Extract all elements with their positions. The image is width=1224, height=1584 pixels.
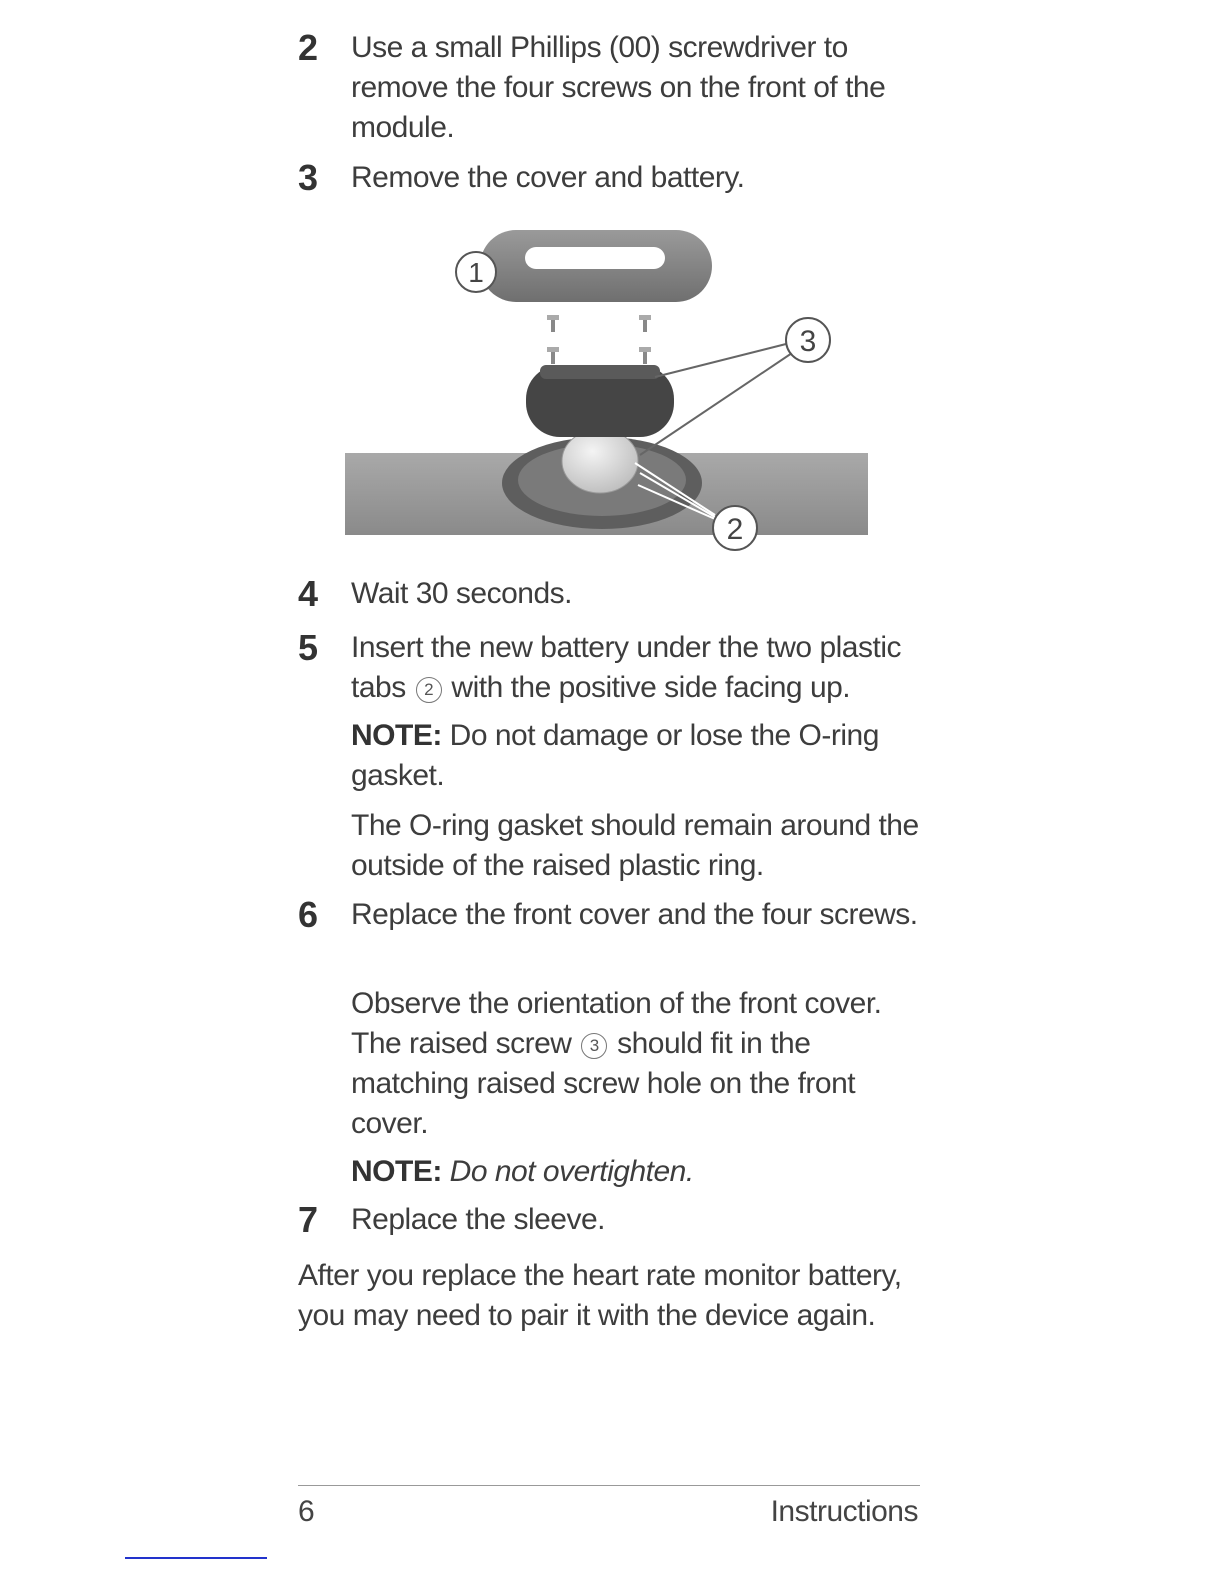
battery-replacement-illustration — [340, 225, 880, 570]
callout-2-label: 2 — [726, 513, 744, 546]
exploded-view-diagram — [340, 225, 880, 570]
callout-3-label: 3 — [799, 325, 817, 358]
step-number: 4 — [298, 573, 319, 614]
step-text-part: with the positive side facing up. — [451, 671, 851, 704]
callout-3-leader — [655, 343, 790, 377]
note-label: NOTE: — [351, 719, 442, 752]
callout-3-inline: 3 — [581, 1033, 607, 1059]
note-text: Do not overtighten. — [449, 1155, 694, 1188]
callout-1-label: 1 — [468, 257, 484, 288]
step-text-part: Insert the new battery under the two plastic tabs — [351, 631, 901, 704]
screw — [547, 315, 559, 332]
page-number: 6 — [298, 1495, 315, 1528]
step-number: 2 — [298, 27, 319, 68]
step-6-note — [351, 1152, 931, 1192]
step-number: 5 — [298, 627, 319, 668]
step-number: 3 — [298, 157, 319, 198]
step-text: Remove the cover and battery. — [351, 161, 745, 194]
paragraph-part: Observe the orientation of the front cover. The raised screw — [351, 987, 882, 1060]
scan-artifact-line — [125, 1557, 267, 1559]
inner-module-top — [540, 365, 660, 379]
step-5-paragraph: The O-ring gasket should remain around the outside of the raised plastic ring. — [351, 809, 919, 882]
step-text: Replace the front cover and the four screws. — [351, 898, 918, 931]
closing-paragraph: After you replace the heart rate monitor battery, you may need to pair it with the device again. — [298, 1259, 902, 1332]
step-6-paragraph — [351, 984, 931, 1144]
coin-battery — [562, 429, 638, 493]
screw — [547, 347, 559, 364]
screw — [639, 347, 651, 364]
note-label: NOTE: — [351, 1155, 442, 1188]
step-text: Wait 30 seconds. — [351, 577, 572, 610]
step-text: Replace the sleeve. — [351, 1203, 605, 1236]
callout-2-inline: 2 — [416, 677, 442, 703]
footer-divider — [298, 1485, 920, 1486]
step-number: 6 — [298, 894, 319, 935]
screw — [639, 315, 651, 332]
footer-section-title: Instructions — [770, 1495, 918, 1528]
step-5-note — [351, 716, 931, 796]
front-cover-opening — [525, 247, 665, 269]
step-text: Use a small Phillips (00) screwdriver to remove the four screws on the front of the module. — [351, 31, 886, 144]
step-text — [351, 628, 931, 708]
note-text: Do not damage or lose the O-ring gasket. — [351, 719, 879, 792]
step-number: 7 — [298, 1199, 319, 1240]
paragraph-part: should fit in the matching raised screw hole on the front cover. — [351, 1027, 856, 1140]
